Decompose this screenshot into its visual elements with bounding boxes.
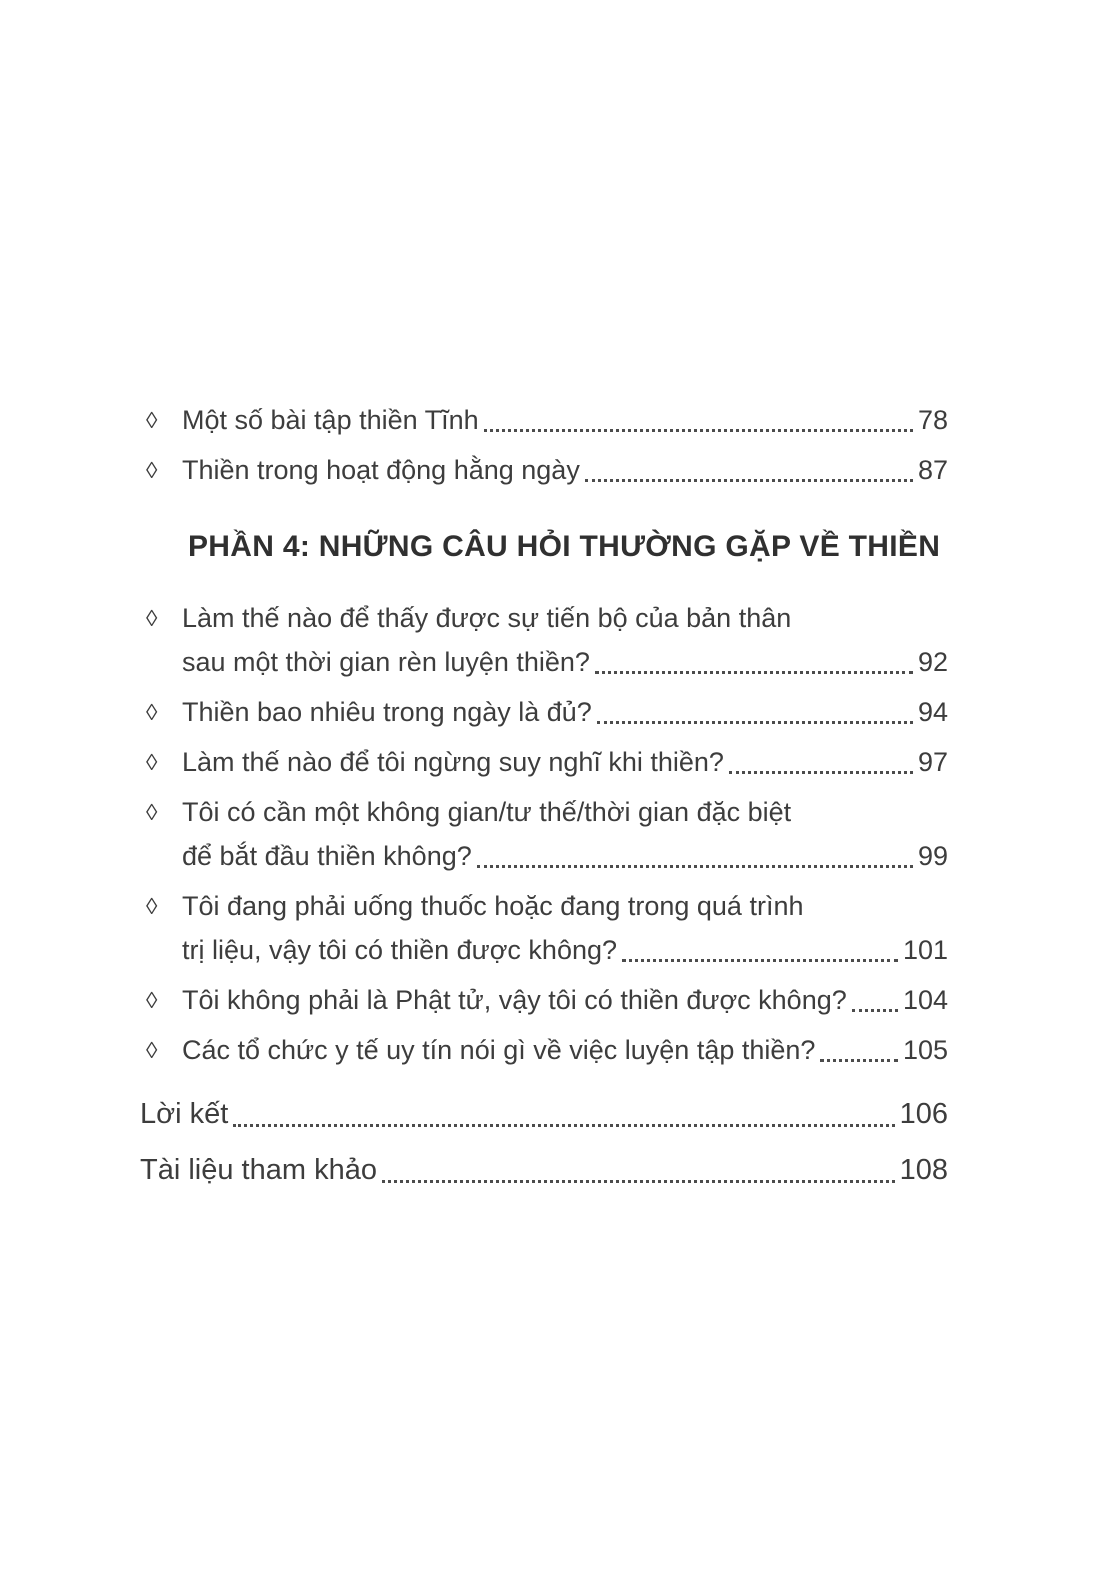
entry-label-line2: sau một thời gian rèn luyện thiền? — [182, 647, 590, 677]
toc-row — [182, 928, 948, 972]
dot-leader — [477, 865, 913, 868]
entry-label-line1: Làm thế nào để thấy được sự tiến bộ của bản thân — [182, 603, 792, 633]
footer-entry-label: Lời kết — [140, 1098, 229, 1130]
page-number: 99 — [917, 841, 948, 871]
section-heading: PHẦN 4: NHỮNG CÂU HỎI THƯỜNG GẶP VỀ THIỀN — [188, 530, 941, 563]
footer-entry — [140, 1146, 948, 1194]
dot-leader — [484, 429, 913, 432]
dot-leader — [820, 1059, 898, 1062]
entry-label: Thiền bao nhiêu trong ngày là đủ? — [182, 697, 592, 727]
dot-leader — [729, 771, 913, 774]
toc-row — [182, 448, 948, 492]
toc-row — [182, 740, 948, 784]
toc-row — [182, 978, 948, 1022]
footer-entry-label: Tài liệu tham khảo — [140, 1154, 377, 1186]
toc-row — [182, 690, 948, 734]
toc-entry — [140, 790, 948, 878]
diamond-bullet-icon: ◊ — [146, 987, 158, 1013]
entry-label-line2: để bắt đầu thiền không? — [182, 841, 472, 871]
entry-label-line2: trị liệu, vậy tôi có thiền được không? — [182, 935, 618, 965]
toc-row — [182, 1028, 948, 1072]
toc-entry — [140, 398, 948, 442]
diamond-bullet-icon: ◊ — [146, 799, 158, 825]
entry-body — [182, 448, 948, 492]
dot-leader — [233, 1124, 894, 1127]
diamond-bullet-icon: ◊ — [146, 1037, 158, 1063]
entry-body — [182, 978, 948, 1022]
footer-entry — [140, 1090, 948, 1138]
page-number: 97 — [917, 747, 948, 777]
page-number: 78 — [917, 405, 948, 435]
toc-row — [182, 640, 948, 684]
toc-row — [182, 834, 948, 878]
page-number: 106 — [899, 1098, 948, 1130]
page-number: 105 — [902, 1035, 948, 1065]
diamond-bullet-icon: ◊ — [146, 457, 158, 483]
toc-entry — [140, 978, 948, 1022]
toc-entry — [140, 596, 948, 684]
toc-entry — [140, 690, 948, 734]
entry-label: Tôi không phải là Phật tử, vậy tôi có thiền được không? — [182, 985, 847, 1015]
page-number: 94 — [917, 697, 948, 727]
entry-label: Các tổ chức y tế uy tín nói gì về việc luyện tập thiền? — [182, 1035, 816, 1065]
page-number: 101 — [902, 935, 948, 965]
entry-body — [182, 398, 948, 442]
diamond-bullet-icon: ◊ — [146, 605, 158, 631]
page-number: 108 — [899, 1154, 948, 1186]
toc-entry — [140, 884, 948, 972]
page-number: 92 — [917, 647, 948, 677]
dot-leader — [595, 671, 913, 674]
footer-block — [140, 1090, 948, 1194]
entry-label: Một số bài tập thiền Tĩnh — [182, 405, 479, 435]
dot-leader — [852, 1009, 898, 1012]
dot-leader — [585, 479, 913, 482]
entry-body — [182, 690, 948, 734]
diamond-bullet-icon: ◊ — [146, 699, 158, 725]
entry-body — [182, 1028, 948, 1072]
entry-label: Làm thế nào để tôi ngừng suy nghĩ khi thiền? — [182, 747, 724, 777]
page-number: 104 — [902, 985, 948, 1015]
dot-leader — [382, 1180, 895, 1183]
entry-label-line1: Tôi có cần một không gian/tư thế/thời gian đặc biệt — [182, 797, 792, 827]
page-number: 87 — [917, 455, 948, 485]
toc-entry — [140, 448, 948, 492]
dot-leader — [597, 721, 913, 724]
toc-row — [182, 398, 948, 442]
entry-body — [182, 740, 948, 784]
toc-entry — [140, 740, 948, 784]
diamond-bullet-icon: ◊ — [146, 893, 158, 919]
entry-body — [182, 596, 948, 684]
dot-leader — [622, 959, 898, 962]
entry-body — [182, 790, 948, 878]
entry-body — [182, 884, 948, 972]
toc-entry — [140, 1028, 948, 1072]
diamond-bullet-icon: ◊ — [146, 749, 158, 775]
entry-label: Thiền trong hoạt động hằng ngày — [182, 455, 580, 485]
diamond-bullet-icon: ◊ — [146, 407, 158, 433]
entry-label-line1: Tôi đang phải uống thuốc hoặc đang trong quá trình — [182, 891, 804, 921]
